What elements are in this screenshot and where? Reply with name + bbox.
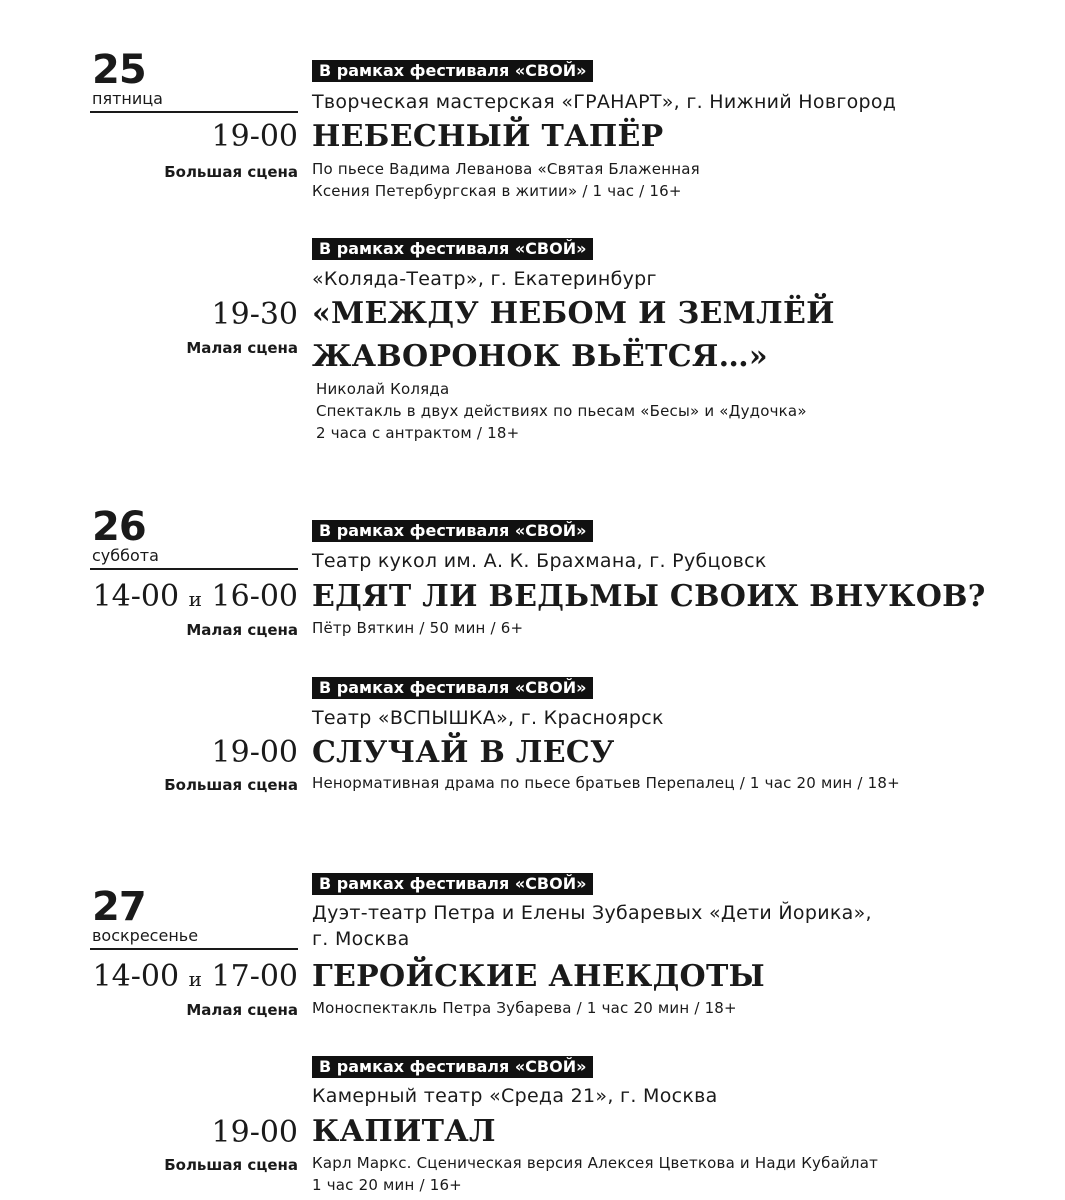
event-time: 19-00	[211, 735, 298, 770]
event-title: ЕДЯТ ЛИ ВЕДЬМЫ СВОИХ ВНУКОВ?	[312, 579, 986, 614]
day-number: 25	[92, 47, 146, 93]
day-weekday: воскресенье	[92, 926, 199, 945]
troupe-name: Дуэт-театр Петра и Елены Зубаревых «Дети Йорика»,	[312, 902, 872, 924]
stage-name: Малая сцена	[186, 1001, 298, 1019]
event-details: Карл Маркс. Сценическая версия Алексея Цветкова и Нади Кубайлат	[312, 1154, 879, 1172]
day-number: 26	[92, 504, 146, 550]
festival-badge: В рамках фестиваля «СВОЙ»	[312, 520, 593, 542]
festival-badge: В рамках фестиваля «СВОЙ»	[312, 1056, 593, 1078]
troupe-name: г. Москва	[312, 928, 410, 950]
festival-badge: В рамках фестиваля «СВОЙ»	[312, 60, 593, 82]
troupe-name: Камерный театр «Среда 21», г. Москва	[312, 1085, 718, 1107]
event-details: 2 часа с антрактом / 18+	[316, 424, 520, 442]
event-title: «МЕЖДУ НЕБОМ И ЗЕМЛЁЙ	[312, 296, 835, 331]
troupe-name: Творческая мастерская «ГРАНАРТ», г. Нижний Новгород	[312, 91, 897, 113]
event-title: СЛУЧАЙ В ЛЕСУ	[312, 735, 615, 770]
day-divider	[90, 111, 298, 113]
event-title: КАПИТАЛ	[312, 1114, 496, 1149]
event-details: 1 час 20 мин / 16+	[312, 1176, 462, 1194]
stage-name: Малая сцена	[186, 621, 298, 639]
troupe-name: «Коляда-Театр», г. Екатеринбург	[312, 268, 657, 290]
event-time: 14-00 и 17-00	[92, 959, 298, 994]
stage-name: Большая сцена	[164, 1156, 298, 1174]
troupe-name: Театр кукол им. А. К. Брахмана, г. Рубцовск	[312, 550, 767, 572]
festival-badge: В рамках фестиваля «СВОЙ»	[312, 238, 593, 260]
event-details: Ненормативная драма по пьесе братьев Перепалец / 1 час 20 мин / 18+	[312, 774, 900, 792]
event-title: ЖАВОРОНОК ВЬЁТСЯ…»	[312, 339, 768, 374]
stage-name: Малая сцена	[186, 339, 298, 357]
day-divider	[90, 568, 298, 570]
event-time: 19-00	[211, 1115, 298, 1150]
event-details: Пётр Вяткин / 50 мин / 6+	[312, 619, 524, 637]
troupe-name: Театр «ВСПЫШКА», г. Красноярск	[312, 707, 664, 729]
event-details: По пьесе Вадима Леванова «Святая Блаженная	[312, 160, 700, 178]
event-time: 19-30	[211, 297, 298, 332]
stage-name: Большая сцена	[164, 776, 298, 794]
day-number: 27	[92, 884, 146, 930]
event-time: 14-00 и 16-00	[92, 579, 298, 614]
event-details: Спектакль в двух действиях по пьесам «Бесы» и «Дудочка»	[316, 402, 807, 420]
day-weekday: суббота	[92, 546, 159, 565]
event-title: ГЕРОЙСКИЕ АНЕКДОТЫ	[312, 959, 765, 994]
festival-badge: В рамках фестиваля «СВОЙ»	[312, 873, 593, 895]
event-details: Моноспектакль Петра Зубарева / 1 час 20 мин / 18+	[312, 999, 737, 1017]
event-time: 19-00	[211, 119, 298, 154]
stage-name: Большая сцена	[164, 163, 298, 181]
event-details: Ксения Петербургская в житии» / 1 час / 16+	[312, 182, 682, 200]
day-divider	[90, 948, 298, 950]
event-title: НЕБЕСНЫЙ ТАПЁР	[312, 119, 664, 154]
day-weekday: пятница	[92, 89, 163, 108]
festival-badge: В рамках фестиваля «СВОЙ»	[312, 677, 593, 699]
event-details: Николай Коляда	[316, 380, 450, 398]
